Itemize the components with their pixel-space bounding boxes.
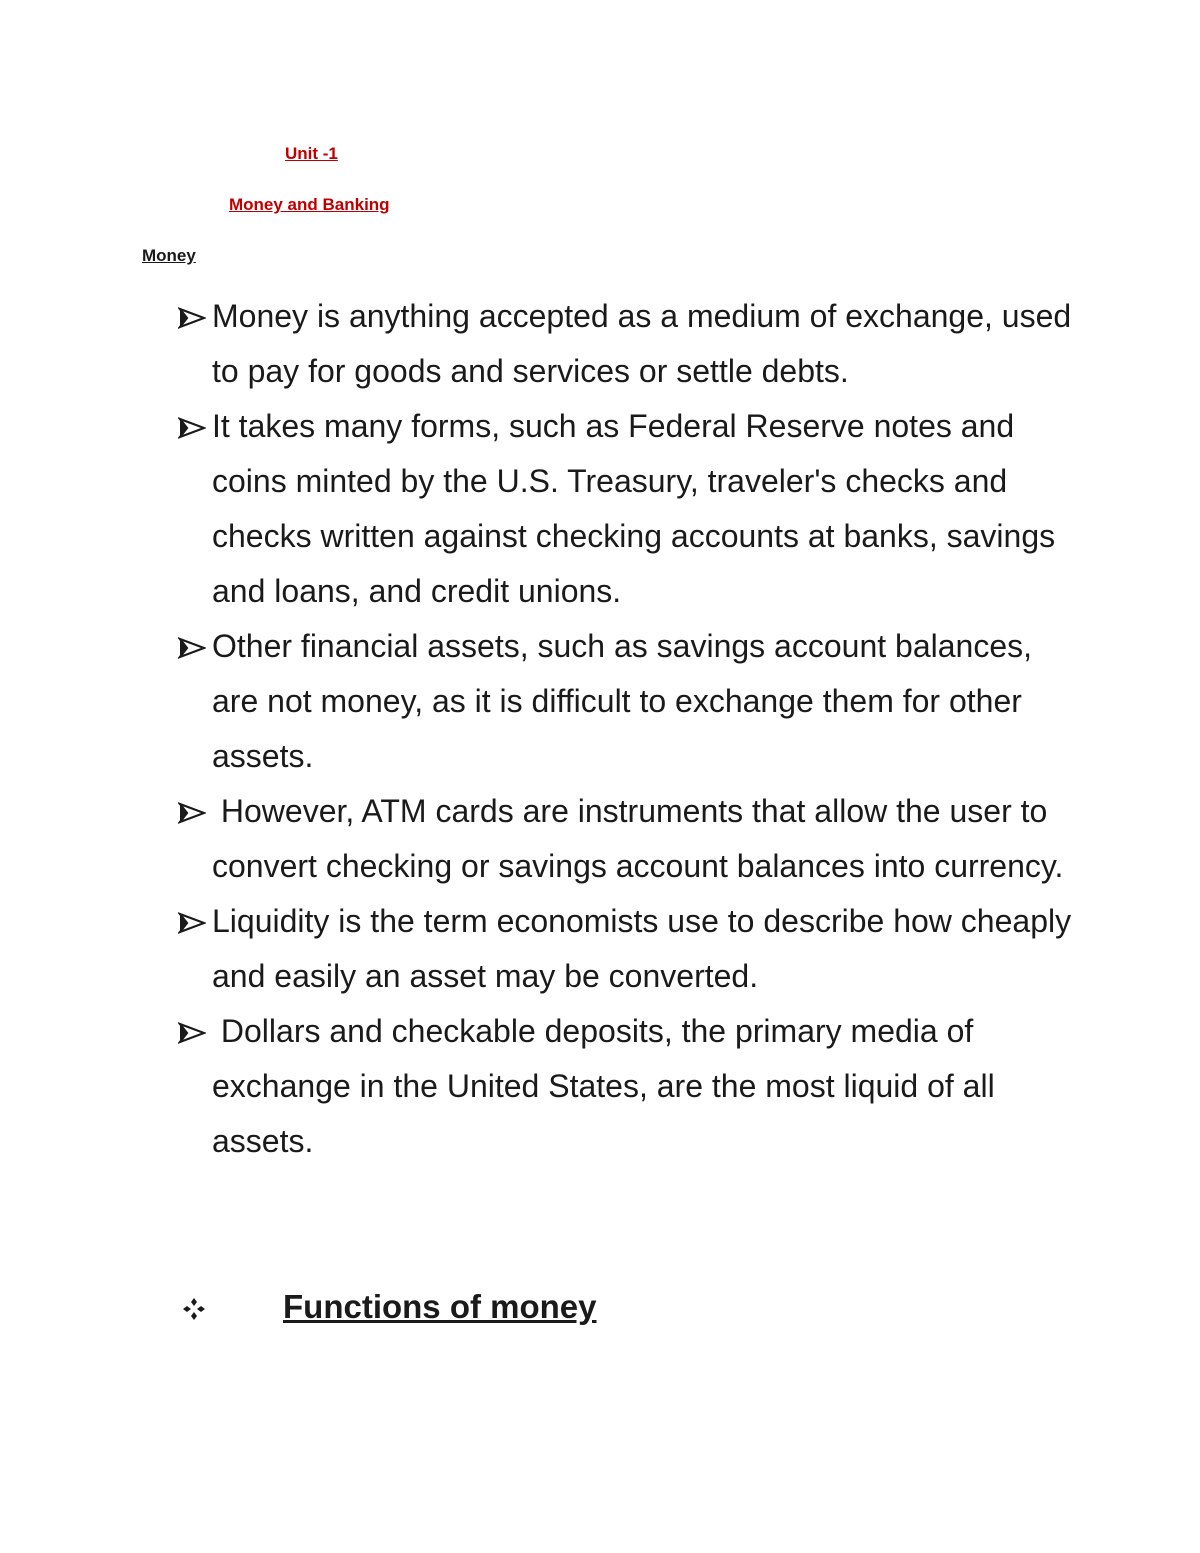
- arrow-bullet-icon: [178, 306, 206, 330]
- bullet-text: Other financial assets, such as savings account balances, are not money, as it is difficult to exchange them for other assets.: [212, 628, 1032, 774]
- bullet-text: Dollars and checkable deposits, the primary media of exchange in the United States, are the most liquid of all assets.: [212, 1013, 1004, 1159]
- arrow-bullet-icon: [178, 801, 206, 825]
- bullet-text: Liquidity is the term economists use to describe how cheaply and easily an asset may be converted.: [212, 903, 1072, 994]
- arrow-bullet-icon: [178, 911, 206, 935]
- bullet-text: Money is anything accepted as a medium of exchange, used to pay for goods and services or settle debts.: [212, 298, 1072, 389]
- bullet-text: However, ATM cards are instruments that allow the user to convert checking or savings account balances into currency.: [212, 793, 1064, 884]
- functions-heading-text: Functions of money: [283, 1288, 597, 1325]
- arrow-bullet-icon: [178, 636, 206, 660]
- bullet-item: [178, 289, 1078, 399]
- unit-title: Unit -1: [285, 144, 338, 163]
- bullet-item: [178, 784, 1078, 894]
- bullet-item: [178, 894, 1078, 1004]
- section-label: Money: [142, 246, 196, 265]
- arrow-bullet-icon: [178, 1021, 206, 1045]
- bullet-item: [178, 619, 1078, 784]
- bullet-text: It takes many forms, such as Federal Reserve notes and coins minted by the U.S. Treasury, traveler's checks and checks written against checking accounts at banks, savings and loans, and credit unions.: [212, 408, 1056, 609]
- arrow-bullet-icon: [178, 416, 206, 440]
- bullet-list: [178, 289, 1078, 1169]
- bullet-item: [178, 1004, 1078, 1169]
- four-diamond-icon: [182, 1297, 206, 1321]
- document-title: Money and Banking: [229, 195, 390, 214]
- bullet-item: [178, 399, 1078, 619]
